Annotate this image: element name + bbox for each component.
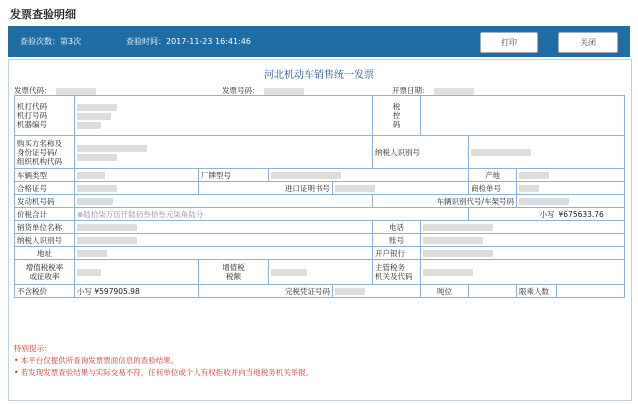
- issue-date-label: 开票日期：: [392, 85, 474, 96]
- phone-label: 电话: [373, 221, 421, 234]
- table-row: [15, 247, 625, 260]
- brand-model-label: 厂牌型号: [199, 169, 269, 182]
- table-row: [15, 195, 625, 208]
- address-value: [75, 247, 373, 260]
- page-title: 发票查验明细: [10, 8, 76, 21]
- machine-code-labels: 机打代码 机打号码 机器编号: [15, 96, 75, 136]
- vehicle-type-value: [75, 169, 199, 182]
- tax-authority-value: [421, 260, 625, 285]
- note-line: • 本平台仅提供所查询发票票面信息的查验结果。: [14, 356, 179, 365]
- query-info-bar: [8, 26, 630, 57]
- total-price-chinese: ⊗陆拾柒万伍仟陆佰叁拾叁元柒角陆分: [75, 208, 469, 221]
- brand-model-value: [269, 169, 469, 182]
- check-time: 查验时间：2017-11-23 16:41:46: [126, 37, 251, 46]
- import-cert-label: 进口证明书号: [199, 182, 333, 195]
- machine-code-values: [75, 96, 373, 136]
- origin-value: [517, 169, 625, 182]
- seller-value: [75, 221, 373, 234]
- bank-label: 开户银行: [373, 247, 421, 260]
- special-notes: [14, 343, 313, 379]
- phone-value: [421, 221, 625, 234]
- table-row: [15, 208, 625, 221]
- tax-control-label: 税 控 码: [373, 96, 421, 136]
- vat-rate-value: [75, 260, 199, 285]
- seller-tax-id-label: 纳税人识别号: [15, 234, 75, 247]
- vat-amount-value: [269, 260, 373, 285]
- tax-authority-label: 主管税务 机关及代码: [373, 260, 421, 285]
- address-label: 地址: [15, 247, 75, 260]
- buyer-tax-id-label: 纳税人识别号: [373, 136, 469, 169]
- vat-amount-label: 增值税 税额: [199, 260, 269, 285]
- price-ex-tax-small: 小写 ¥597905.98: [75, 285, 199, 298]
- buyer-tax-id-value: [469, 136, 625, 169]
- tonnage-label: 吨位: [421, 285, 469, 298]
- invoice-title: 河北机动车销售统一发票: [264, 70, 374, 81]
- total-price-label: 价税合计: [15, 208, 75, 221]
- invoice-number-label: 发票号码：: [222, 85, 304, 96]
- seller-tax-id-value: [75, 234, 373, 247]
- paid-cert-value: [333, 285, 421, 298]
- price-ex-tax-label: 不含税价: [15, 285, 75, 298]
- import-cert-value: [333, 182, 469, 195]
- notes-heading: 特别提示：: [14, 344, 52, 353]
- issue-date-value: [434, 88, 474, 95]
- seller-label: 销货单位名称: [15, 221, 75, 234]
- vat-rate-label: 增值税税率 或征收率: [15, 260, 75, 285]
- seats-value: [557, 285, 625, 298]
- vin-label: 车辆识别代号/车架号码: [373, 195, 517, 208]
- note-line: • 若发现发票查验结果与实际交易不符，任何单位或个人有权拒收并向当地税务机关举报。: [14, 368, 314, 377]
- invoice-code-value: [56, 88, 96, 95]
- total-small-value: ¥675633.76: [557, 208, 625, 221]
- vehicle-type-label: 车辆类型: [15, 169, 75, 182]
- tonnage-value: [469, 285, 517, 298]
- engine-no-label: 发动机号码: [15, 195, 75, 208]
- paid-cert-label: 完税凭证号码: [199, 285, 333, 298]
- inspection-no-value: [517, 182, 625, 195]
- cert-no-label: 合格证号: [15, 182, 75, 195]
- table-row: [15, 260, 625, 285]
- invoice-code-label: 发票代码：: [14, 85, 96, 96]
- table-row: [15, 182, 625, 195]
- table-row: [15, 136, 625, 169]
- total-small-label: 小写: [469, 208, 557, 221]
- vin-value: [517, 195, 625, 208]
- cert-no-value: [75, 182, 199, 195]
- inspection-no-label: 商检单号: [469, 182, 517, 195]
- seats-label: 限乘人数: [517, 285, 557, 298]
- print-button[interactable]: 打印: [480, 32, 538, 53]
- table-row: [15, 96, 625, 136]
- check-count: 查验次数：第3次: [20, 37, 82, 46]
- table-row: [15, 234, 625, 247]
- engine-no-value: [75, 195, 373, 208]
- invoice-table: [14, 95, 625, 298]
- account-value: [421, 234, 625, 247]
- table-row: [15, 285, 625, 298]
- invoice-number-value: [264, 88, 304, 95]
- buyer-value: [75, 136, 373, 169]
- close-button[interactable]: 关闭: [558, 32, 618, 53]
- table-row: [15, 221, 625, 234]
- bank-value: [421, 247, 625, 260]
- tax-control-value: [421, 96, 625, 136]
- origin-label: 产地: [469, 169, 517, 182]
- table-row: [15, 169, 625, 182]
- account-label: 账号: [373, 234, 421, 247]
- buyer-label: 购买方名称及 身份证号码/ 组织机构代码: [15, 136, 75, 169]
